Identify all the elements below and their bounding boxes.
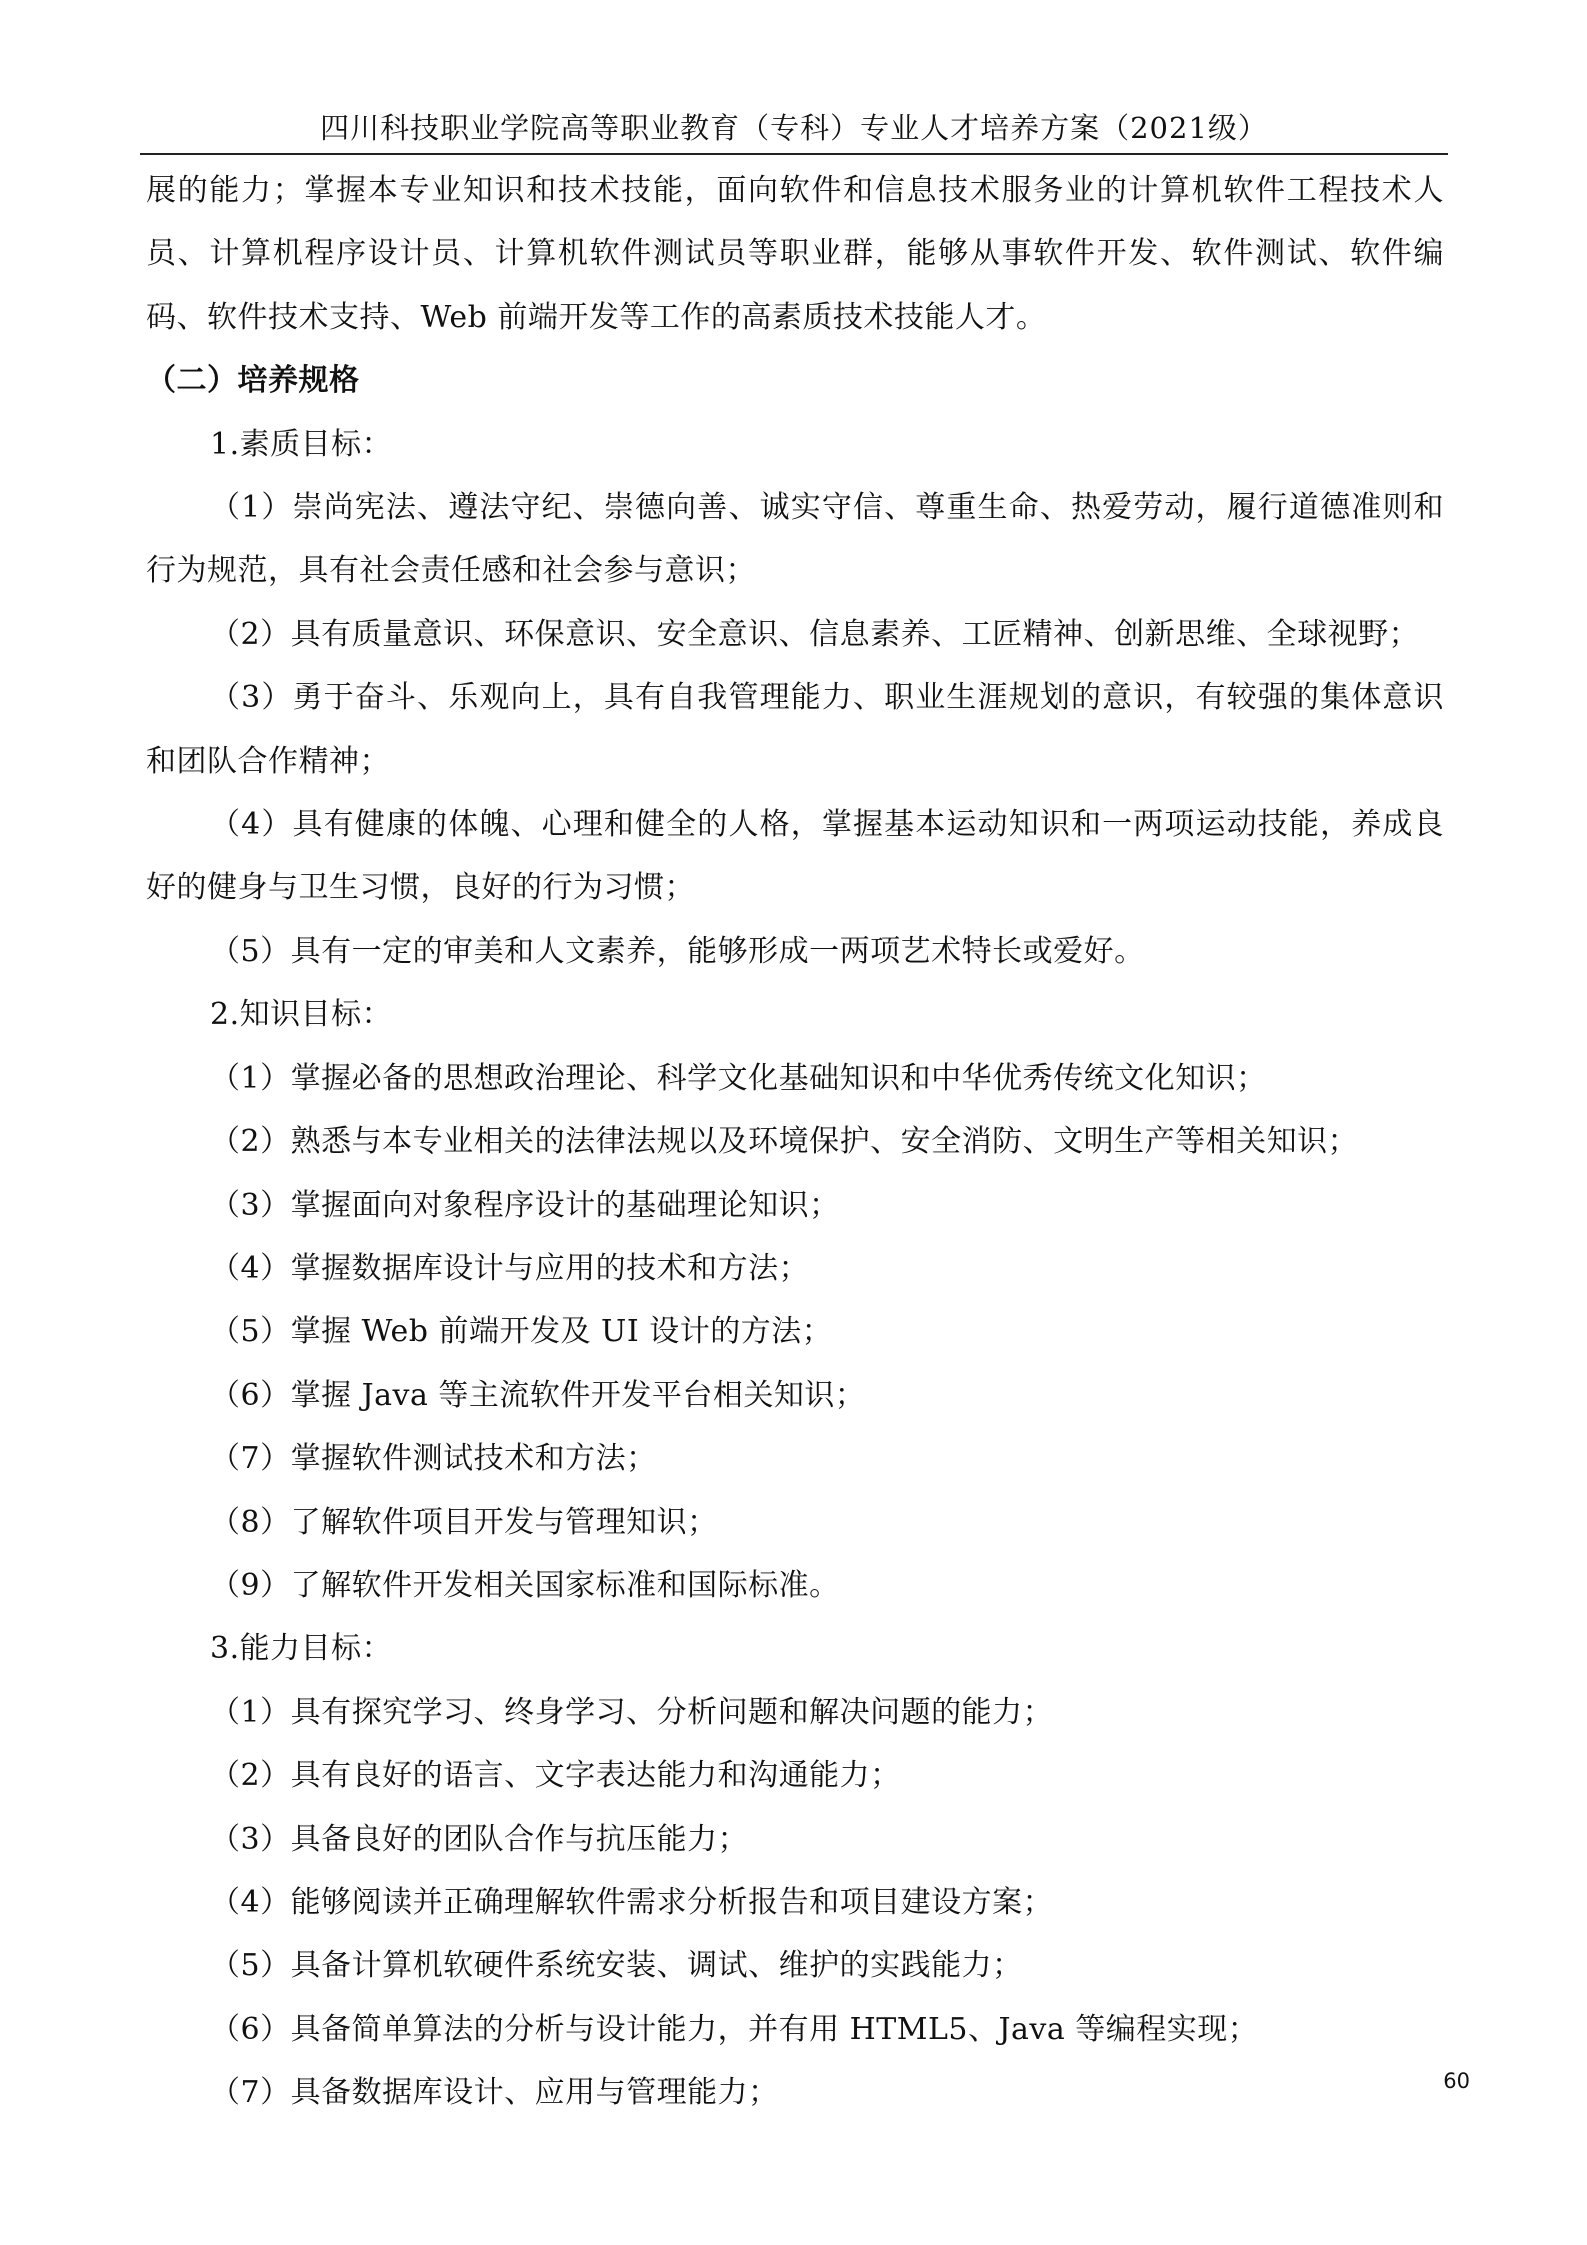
knowledge-item: （7）掌握软件测试技术和方法；	[210, 1441, 657, 1477]
ability-item: （1）具有探究学习、终身学习、分析问题和解决问题的能力；	[210, 1694, 1054, 1730]
knowledge-item: （9）了解软件开发相关国家标准和国际标准。	[210, 1567, 840, 1603]
ability-item: （7）具备数据库设计、应用与管理能力；	[210, 2075, 779, 2111]
quality-item: （5）具有一定的审美和人文素养，能够形成一两项艺术特长或爱好。	[210, 933, 1145, 969]
page-number: 60	[1443, 2069, 1470, 2093]
quality-item: （4）具有健康的体魄、心理和健全的人格，掌握基本运动知识和一两项运动技能，养成良好的健身与卫生习惯，良好的行为习惯；	[146, 807, 1444, 906]
ability-item: （6）具备简单算法的分析与设计能力，并有用 HTML5、Java 等编程实现；	[210, 2011, 1259, 2047]
knowledge-item: （4）掌握数据库设计与应用的技术和方法；	[210, 1250, 810, 1286]
knowledge-item: （5）掌握 Web 前端开发及 UI 设计的方法；	[210, 1314, 833, 1350]
ability-item: （3）具备良好的团队合作与抗压能力；	[210, 1821, 749, 1857]
header-divider	[140, 153, 1448, 155]
quality-item: （1）崇尚宪法、遵法守纪、崇德向善、诚实守信、尊重生命、热爱劳动，履行道德准则和行为规范，具有社会责任感和社会参与意识；	[146, 490, 1444, 589]
ability-item: （5）具备计算机软硬件系统安装、调试、维护的实践能力；	[210, 1948, 1023, 1984]
ability-item: （4）能够阅读并正确理解软件需求分析报告和项目建设方案；	[210, 1884, 1054, 1920]
ability-title: 3.能力目标：	[210, 1631, 393, 1667]
knowledge-item: （1）掌握必备的思想政治理论、科学文化基础知识和中华优秀传统文化知识；	[210, 1060, 1267, 1096]
knowledge-item: （6）掌握 Java 等主流软件开发平台相关知识；	[210, 1377, 866, 1413]
intro-paragraph: 展的能力；掌握本专业知识和技术技能，面向软件和信息技术服务业的计算机软件工程技术人员、计算机程序设计员、计算机软件测试员等职业群，能够从事软件开发、软件测试、软件编码、软件技术支持、Web 前端开发等工作的高素质技术技能人才。	[146, 173, 1444, 335]
quality-title: 1.素质目标：	[210, 426, 393, 462]
knowledge-title: 2.知识目标：	[210, 997, 393, 1033]
knowledge-item: （3）掌握面向对象程序设计的基础理论知识；	[210, 1187, 840, 1223]
page-header-title: 四川科技职业学院高等职业教育（专科）专业人才培养方案（2021级）	[320, 111, 1268, 145]
document-body	[146, 159, 1444, 2125]
knowledge-item: （8）了解软件项目开发与管理知识；	[210, 1504, 718, 1540]
ability-item: （2）具有良好的语言、文字表达能力和沟通能力；	[210, 1758, 901, 1794]
quality-item: （3）勇于奋斗、乐观向上，具有自我管理能力、职业生涯规划的意识，有较强的集体意识和团队合作精神；	[146, 680, 1444, 779]
section-heading: （二）培养规格	[146, 363, 360, 399]
quality-item: （2）具有质量意识、环保意识、安全意识、信息素养、工匠精神、创新思维、全球视野；	[210, 616, 1420, 652]
knowledge-item: （2）熟悉与本专业相关的法律法规以及环境保护、安全消防、文明生产等相关知识；	[210, 1124, 1359, 1160]
